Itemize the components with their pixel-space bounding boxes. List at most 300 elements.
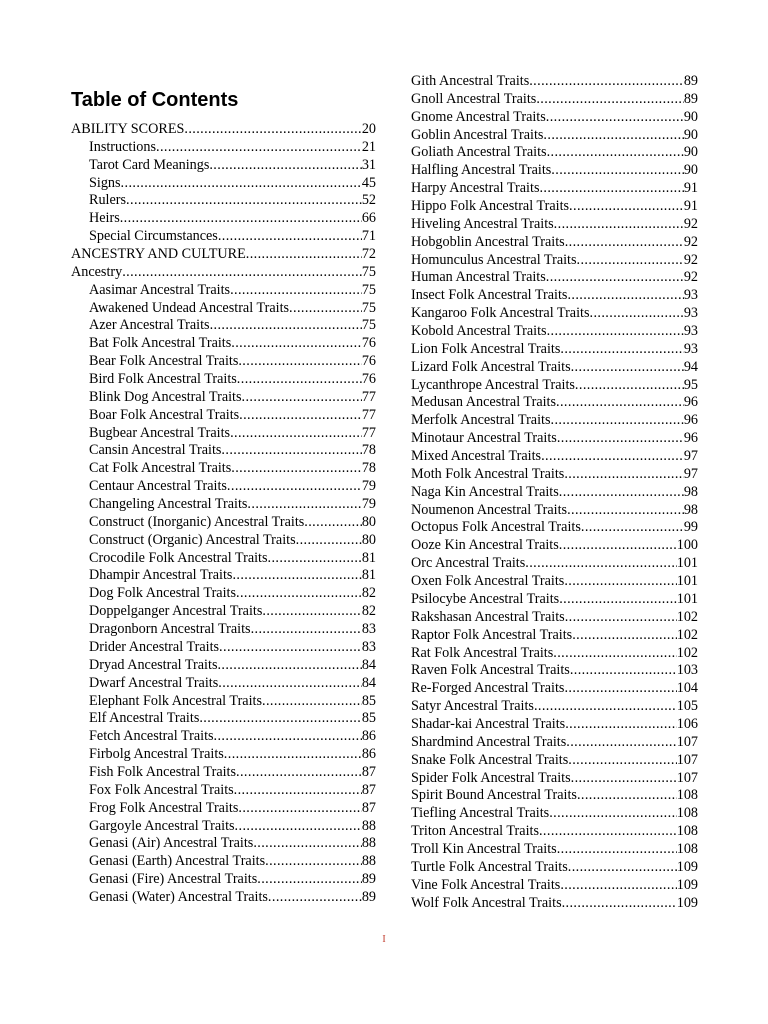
toc-entry[interactable]	[411, 109, 698, 127]
toc-entry-page-number: 85	[361, 710, 376, 727]
toc-entry[interactable]	[71, 639, 376, 657]
toc-entry[interactable]	[71, 693, 376, 711]
toc-entry[interactable]	[71, 764, 376, 782]
dot-leader	[546, 269, 684, 287]
dot-leader	[253, 835, 362, 853]
toc-entry-label: Lizard Folk Ancestral Traits	[411, 358, 571, 375]
dot-leader	[126, 192, 362, 210]
toc-entry-label: Noumenon Ancestral Traits	[411, 501, 568, 518]
dot-leader	[221, 442, 361, 460]
toc-entry-page-number: 104	[676, 680, 698, 697]
toc-entry-page-number: 84	[361, 656, 376, 673]
toc-entry[interactable]	[411, 805, 698, 823]
toc-entry[interactable]	[71, 460, 376, 478]
toc-entry[interactable]	[71, 246, 376, 264]
toc-entry[interactable]	[71, 264, 376, 282]
dot-leader	[575, 377, 684, 395]
dot-leader	[547, 144, 684, 162]
dot-leader	[565, 716, 677, 734]
toc-entry-label: Turtle Folk Ancestral Traits	[411, 858, 568, 875]
toc-entry-page-number: 83	[361, 621, 376, 638]
toc-entry[interactable]	[411, 662, 698, 680]
toc-entry-label: Human Ancestral Traits	[411, 269, 546, 286]
toc-entry[interactable]	[411, 698, 698, 716]
toc-entry[interactable]	[71, 567, 376, 585]
toc-entry-label: Dog Folk Ancestral Traits	[89, 585, 237, 602]
toc-entry-page-number: 89	[683, 90, 698, 107]
dot-leader	[236, 764, 362, 782]
toc-entry[interactable]	[71, 442, 376, 460]
toc-entry[interactable]	[411, 73, 698, 91]
toc-entry-page-number: 95	[683, 376, 698, 393]
toc-entry-page-number: 93	[683, 340, 698, 357]
toc-entry-page-number: 90	[683, 126, 698, 143]
toc-entry-page-number: 79	[361, 478, 376, 495]
toc-entry-page-number: 75	[361, 317, 376, 334]
toc-entry-page-number: 102	[676, 608, 698, 625]
toc-entry[interactable]	[411, 430, 698, 448]
dot-leader	[525, 555, 676, 573]
dot-leader	[120, 210, 362, 228]
toc-entry-label: Doppelganger Ancestral Traits	[89, 603, 263, 620]
toc-entry-page-number: 107	[676, 751, 698, 768]
toc-entry-page-number: 80	[361, 513, 376, 530]
dot-leader	[590, 305, 684, 323]
dot-leader	[218, 675, 362, 693]
page-number: I	[382, 934, 386, 945]
dot-leader	[224, 746, 362, 764]
toc-entry[interactable]	[71, 782, 376, 800]
toc-entry[interactable]	[71, 282, 376, 300]
dot-leader	[246, 246, 362, 264]
toc-entry-page-number: 85	[361, 692, 376, 709]
toc-entry[interactable]	[411, 609, 698, 627]
toc-entry[interactable]	[71, 210, 376, 228]
dot-leader	[209, 157, 361, 175]
toc-entry-page-number: 81	[361, 549, 376, 566]
toc-entry[interactable]	[411, 859, 698, 877]
toc-entry-page-number: 94	[683, 358, 698, 375]
toc-entry-label: Blink Dog Ancestral Traits	[89, 388, 242, 405]
dot-leader	[121, 175, 362, 193]
toc-entry[interactable]	[411, 323, 698, 341]
toc-entry-label: Construct (Organic) Ancestral Traits	[89, 531, 296, 548]
dot-leader	[572, 627, 677, 645]
toc-entry[interactable]	[71, 585, 376, 603]
dot-leader	[553, 645, 676, 663]
dot-leader	[551, 412, 684, 430]
toc-entry-label: Triton Ancestral Traits	[411, 823, 539, 840]
toc-entry[interactable]	[411, 537, 698, 555]
toc-entry-page-number: 79	[361, 496, 376, 513]
toc-entry[interactable]	[71, 621, 376, 639]
toc-entry[interactable]	[71, 728, 376, 746]
dot-leader	[560, 341, 683, 359]
toc-entry-page-number: 77	[361, 406, 376, 423]
toc-entry-label: Bugbear Ancestral Traits	[89, 424, 231, 441]
toc-entry-label: Naga Kin Ancestral Traits	[411, 483, 559, 500]
toc-entry[interactable]	[411, 787, 698, 805]
toc-entry-page-number: 86	[361, 728, 376, 745]
toc-left-column	[71, 121, 376, 907]
toc-entry-label: Special Circumstances	[89, 228, 218, 245]
toc-entry-label: Raptor Folk Ancestral Traits	[411, 626, 573, 643]
toc-entry-page-number: 78	[361, 460, 376, 477]
toc-entry[interactable]	[411, 162, 698, 180]
toc-entry-label: Kobold Ancestral Traits	[411, 323, 547, 340]
toc-entry[interactable]	[71, 710, 376, 728]
toc-entry-label: Aasimar Ancestral Traits	[89, 281, 231, 298]
dot-leader	[577, 252, 684, 270]
toc-entry-page-number: 21	[361, 138, 376, 155]
dot-leader	[184, 121, 361, 139]
toc-entry-page-number: 96	[683, 394, 698, 411]
toc-entry[interactable]	[411, 341, 698, 359]
toc-entry[interactable]	[71, 603, 376, 621]
toc-entry-label: Wolf Folk Ancestral Traits	[411, 894, 562, 911]
toc-entry-page-number: 76	[361, 335, 376, 352]
toc-entry[interactable]	[411, 680, 698, 698]
toc-entry-label: ABILITY SCORES	[71, 121, 185, 137]
toc-entry-page-number: 81	[361, 567, 376, 584]
toc-entry[interactable]	[411, 127, 698, 145]
dot-leader	[529, 73, 684, 91]
toc-entry[interactable]	[71, 139, 376, 157]
dot-leader	[218, 228, 362, 246]
toc-entry[interactable]	[411, 591, 698, 609]
toc-entry[interactable]	[71, 121, 376, 139]
toc-entry[interactable]	[71, 675, 376, 693]
dot-leader	[242, 389, 362, 407]
dot-leader	[296, 532, 362, 550]
dot-leader	[556, 394, 684, 412]
dot-leader	[546, 109, 684, 127]
toc-entry[interactable]	[71, 389, 376, 407]
toc-entry-label: Merfolk Ancestral Traits	[411, 412, 551, 429]
toc-entry[interactable]	[71, 478, 376, 496]
toc-entry-label: Medusan Ancestral Traits	[411, 394, 557, 411]
dot-leader	[231, 460, 362, 478]
toc-entry-label: Heirs	[89, 210, 120, 227]
toc-entry-label: Lion Folk Ancestral Traits	[411, 340, 561, 357]
toc-entry-page-number: 89	[683, 73, 698, 89]
dot-leader	[571, 770, 677, 788]
dot-leader	[559, 484, 684, 502]
dot-leader	[238, 353, 361, 371]
toc-entry-label: Awakened Undead Ancestral Traits	[89, 299, 290, 316]
toc-entry-label: Insect Folk Ancestral Traits	[411, 287, 568, 304]
toc-entry[interactable]	[71, 818, 376, 836]
toc-entry-page-number: 92	[683, 233, 698, 250]
toc-entry-label: Halfling Ancestral Traits	[411, 162, 552, 179]
toc-entry-page-number: 90	[683, 162, 698, 179]
toc-entry-label: Dhampir Ancestral Traits	[89, 567, 233, 584]
toc-entry[interactable]	[411, 519, 698, 537]
toc-entry[interactable]	[71, 175, 376, 193]
dot-leader	[289, 300, 362, 318]
dot-leader	[239, 407, 362, 425]
dot-leader	[214, 728, 362, 746]
toc-entry[interactable]	[71, 157, 376, 175]
toc-entry[interactable]	[411, 377, 698, 395]
toc-entry-page-number: 100	[676, 537, 698, 554]
dot-leader	[534, 698, 677, 716]
toc-entry[interactable]	[71, 835, 376, 853]
dot-leader	[581, 519, 684, 537]
toc-entry-page-number: 87	[361, 799, 376, 816]
toc-entry-page-number: 78	[361, 442, 376, 459]
toc-entry[interactable]	[411, 180, 698, 198]
toc-entry-label: Genasi (Fire) Ancestral Traits	[89, 871, 258, 888]
toc-entry-label: Orc Ancestral Traits	[411, 555, 526, 572]
toc-entry-page-number: 82	[361, 585, 376, 602]
toc-entry-label: Octopus Folk Ancestral Traits	[411, 519, 581, 536]
dot-leader	[566, 734, 676, 752]
toc-entry[interactable]	[411, 752, 698, 770]
toc-entry-page-number: 93	[683, 305, 698, 322]
dot-leader	[565, 609, 677, 627]
toc-entry[interactable]	[411, 466, 698, 484]
dot-leader	[570, 662, 677, 680]
toc-entry-page-number: 88	[361, 835, 376, 852]
toc-entry-label: Lycanthrope Ancestral Traits	[411, 376, 575, 393]
toc-entry-page-number: 99	[683, 519, 698, 536]
toc-entry-page-number: 92	[683, 269, 698, 286]
dot-leader	[217, 657, 361, 675]
toc-entry-page-number: 76	[361, 371, 376, 388]
dot-leader	[238, 800, 361, 818]
toc-entry[interactable]	[411, 645, 698, 663]
toc-entry-page-number: 89	[361, 871, 376, 888]
toc-entry[interactable]	[411, 305, 698, 323]
toc-entry-page-number: 98	[683, 483, 698, 500]
toc-entry[interactable]	[411, 144, 698, 162]
toc-entry-page-number: 89	[361, 888, 376, 905]
toc-entry[interactable]	[411, 734, 698, 752]
toc-entry-label: Elephant Folk Ancestral Traits	[89, 692, 262, 709]
dot-leader	[562, 895, 677, 913]
dot-leader	[549, 805, 677, 823]
toc-entry[interactable]	[411, 198, 698, 216]
toc-entry-label: Homunculus Ancestral Traits	[411, 251, 577, 268]
dot-leader	[560, 877, 676, 895]
toc-entry-label: Bat Folk Ancestral Traits	[89, 335, 232, 352]
toc-entry[interactable]	[71, 550, 376, 568]
toc-entry[interactable]	[71, 192, 376, 210]
toc-entry-label: Snake Folk Ancestral Traits	[411, 751, 569, 768]
toc-entry-page-number: 45	[361, 174, 376, 191]
toc-entry-label: Troll Kin Ancestral Traits	[411, 840, 557, 857]
dot-leader	[122, 264, 362, 282]
dot-leader	[565, 234, 684, 252]
toc-entry-label: Raven Folk Ancestral Traits	[411, 662, 570, 679]
toc-entry-page-number: 87	[361, 781, 376, 798]
toc-entry-page-number: 102	[676, 626, 698, 643]
toc-right-column	[411, 73, 698, 912]
toc-entry-label: Elf Ancestral Traits	[89, 710, 200, 727]
toc-entry-label: Construct (Inorganic) Ancestral Traits	[89, 513, 305, 530]
toc-entry-page-number: 108	[676, 805, 698, 822]
toc-entry[interactable]	[71, 407, 376, 425]
toc-entry-label: Fetch Ancestral Traits	[89, 728, 214, 745]
dot-leader	[567, 287, 683, 305]
dot-leader	[541, 448, 684, 466]
toc-entry[interactable]	[411, 502, 698, 520]
toc-entry[interactable]	[71, 425, 376, 443]
dot-leader	[199, 710, 361, 728]
toc-entry-label: Bear Folk Ancestral Traits	[89, 353, 239, 370]
dot-leader	[539, 823, 677, 841]
toc-entry[interactable]	[411, 394, 698, 412]
toc-entry[interactable]	[71, 800, 376, 818]
toc-entry[interactable]	[411, 448, 698, 466]
toc-entry-label: Minotaur Ancestral Traits	[411, 430, 557, 447]
dot-leader	[564, 680, 676, 698]
dot-leader	[564, 573, 676, 591]
toc-entry[interactable]	[71, 871, 376, 889]
dot-leader	[257, 871, 362, 889]
toc-entry-page-number: 101	[676, 555, 698, 572]
toc-entry[interactable]	[71, 317, 376, 335]
toc-entry[interactable]	[411, 841, 698, 859]
dot-leader	[557, 430, 684, 448]
toc-entry-page-number: 107	[676, 733, 698, 750]
dot-leader	[568, 859, 677, 877]
toc-entry-page-number: 96	[683, 412, 698, 429]
dot-leader	[577, 787, 677, 805]
toc-entry-label: Dryad Ancestral Traits	[89, 656, 218, 673]
toc-entry[interactable]	[411, 412, 698, 430]
toc-entry-page-number: 108	[676, 823, 698, 840]
toc-entry-label: Hippo Folk Ancestral Traits	[411, 198, 570, 215]
toc-entry-label: Firbolg Ancestral Traits	[89, 746, 224, 763]
toc-entry-page-number: 91	[683, 180, 698, 197]
toc-entry[interactable]	[411, 573, 698, 591]
toc-entry-label: Goliath Ancestral Traits	[411, 144, 547, 161]
toc-entry[interactable]	[411, 555, 698, 573]
toc-entry-page-number: 109	[676, 858, 698, 875]
toc-entry[interactable]	[411, 252, 698, 270]
toc-entry[interactable]	[411, 216, 698, 234]
dot-leader	[539, 180, 683, 198]
toc-entry-label: Rakshasan Ancestral Traits	[411, 608, 565, 625]
toc-entry-label: Satyr Ancestral Traits	[411, 698, 534, 715]
toc-entry[interactable]	[71, 532, 376, 550]
dot-leader	[568, 752, 676, 770]
toc-entry[interactable]	[71, 335, 376, 353]
toc-entry[interactable]	[411, 91, 698, 109]
toc-entry-label: Changeling Ancestral Traits	[89, 496, 248, 513]
toc-entry[interactable]	[71, 514, 376, 532]
toc-entry-label: Spider Folk Ancestral Traits	[411, 769, 571, 786]
dot-leader	[564, 466, 683, 484]
toc-entry[interactable]	[411, 287, 698, 305]
toc-entry[interactable]	[411, 877, 698, 895]
toc-entry-label: Instructions	[89, 138, 156, 155]
toc-entry-label: Gargoyle Ancestral Traits	[89, 817, 235, 834]
toc-entry-page-number: 108	[676, 840, 698, 857]
toc-entry[interactable]	[411, 627, 698, 645]
toc-entry-label: Fox Folk Ancestral Traits	[89, 781, 234, 798]
toc-entry-page-number: 109	[676, 876, 698, 893]
toc-entry-page-number: 84	[361, 674, 376, 691]
dot-leader	[219, 639, 362, 657]
toc-entry-label: Genasi (Water) Ancestral Traits	[89, 888, 268, 905]
toc-entry-page-number: 109	[676, 894, 698, 911]
toc-entry-label: Moth Folk Ancestral Traits	[411, 465, 565, 482]
toc-entry-label: Frog Folk Ancestral Traits	[89, 799, 239, 816]
toc-entry-page-number: 52	[361, 192, 376, 209]
toc-entry-page-number: 86	[361, 746, 376, 763]
toc-entry-label: Gnome Ancestral Traits	[411, 108, 546, 125]
dot-leader	[268, 550, 362, 568]
dot-leader	[543, 127, 683, 145]
toc-entry-label: Drider Ancestral Traits	[89, 638, 220, 655]
toc-entry[interactable]	[411, 770, 698, 788]
dot-leader	[234, 782, 362, 800]
toc-entry-label: Ancestry	[71, 263, 123, 280]
toc-entry-page-number: 71	[361, 228, 376, 245]
toc-entry-label: Fish Folk Ancestral Traits	[89, 763, 237, 780]
dot-leader	[236, 585, 362, 603]
toc-entry-page-number: 93	[683, 323, 698, 340]
toc-entry-page-number: 75	[361, 263, 376, 280]
toc-entry-label: Shardmind Ancestral Traits	[411, 733, 567, 750]
toc-entry[interactable]	[71, 853, 376, 871]
toc-entry-label: Genasi (Air) Ancestral Traits	[89, 835, 254, 852]
toc-entry-page-number: 106	[676, 715, 698, 732]
toc-entry-label: Genasi (Earth) Ancestral Traits	[89, 853, 266, 870]
toc-entry-label: Re-Forged Ancestral Traits	[411, 680, 565, 697]
toc-entry[interactable]	[71, 496, 376, 514]
toc-entry-label: Cansin Ancestral Traits	[89, 442, 222, 459]
toc-entry-page-number: 77	[361, 424, 376, 441]
toc-entry[interactable]	[411, 234, 698, 252]
toc-entry-page-number: 90	[683, 108, 698, 125]
toc-entry-label: Mixed Ancestral Traits	[411, 448, 542, 465]
toc-entry-label: Tarot Card Meanings	[89, 156, 210, 173]
dot-leader	[262, 693, 362, 711]
toc-entry[interactable]	[411, 716, 698, 734]
toc-entry[interactable]	[411, 895, 698, 913]
toc-entry-label: Rat Folk Ancestral Traits	[411, 644, 554, 661]
toc-entry[interactable]	[71, 228, 376, 246]
toc-entry[interactable]	[71, 746, 376, 764]
toc-entry[interactable]	[411, 269, 698, 287]
dot-leader	[232, 567, 361, 585]
dot-leader	[551, 162, 684, 180]
toc-entry-label: ANCESTRY AND CULTURE	[71, 246, 246, 263]
toc-entry[interactable]	[411, 823, 698, 841]
toc-entry-page-number: 75	[361, 299, 376, 316]
dot-leader	[230, 425, 362, 443]
toc-entry-label: Spirit Bound Ancestral Traits	[411, 787, 577, 804]
toc-entry-page-number: 88	[361, 853, 376, 870]
toc-entry-page-number: 105	[676, 698, 698, 715]
toc-entry[interactable]	[71, 657, 376, 675]
toc-entry[interactable]	[71, 300, 376, 318]
toc-entry-page-number: 101	[676, 573, 698, 590]
toc-entry[interactable]	[71, 353, 376, 371]
dot-leader	[536, 91, 683, 109]
toc-entry-label: Dragonborn Ancestral Traits	[89, 621, 251, 638]
toc-entry-label: Cat Folk Ancestral Traits	[89, 460, 232, 477]
toc-entry[interactable]	[71, 889, 376, 907]
toc-entry[interactable]	[411, 359, 698, 377]
toc-entry[interactable]	[71, 371, 376, 389]
toc-entry[interactable]	[411, 484, 698, 502]
toc-entry-page-number: 83	[361, 638, 376, 655]
